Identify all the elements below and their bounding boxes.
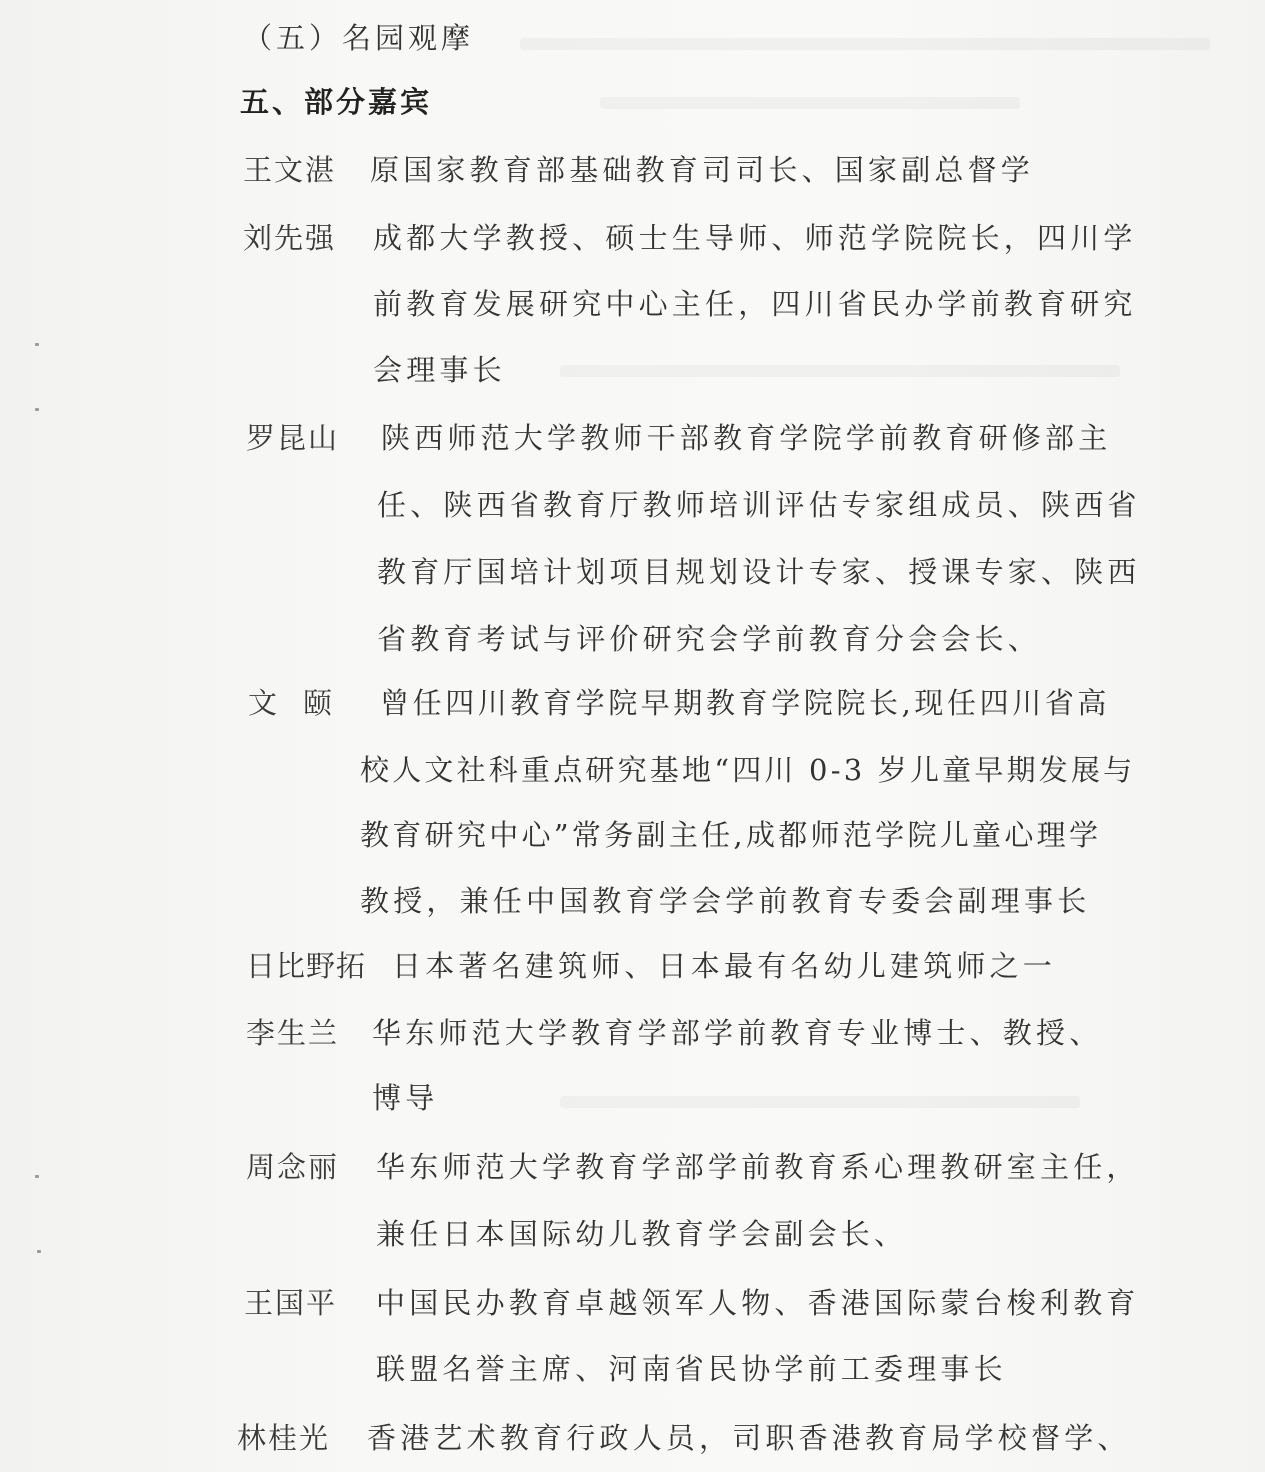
guest-name: 李生兰 [246,1016,340,1050]
guest-name: 文颐 [248,686,359,720]
guest-name: 周念丽 [246,1150,340,1184]
guest-name: 王文湛 [243,153,337,187]
guest-desc-line: 中国民办教育卓越领军人物、香港国际蒙台梭利教育 [376,1286,1140,1320]
scan-speck [35,408,39,411]
scan-speck [35,1175,39,1178]
guest-desc-line: 教授，兼任中国教育学会学前教育专委会副理事长 [360,884,1091,918]
subsection-heading: （五）名园观摩 [243,21,475,55]
guest-desc-line: 陕西师范大学教师干部教育学院学前教育研修部主 [381,421,1112,455]
bleed-through-mark [560,1096,1080,1108]
guest-name: 刘先强 [243,221,337,255]
guest-name: 王国平 [244,1286,338,1320]
bleed-through-mark [560,365,1120,377]
guest-desc-line: 博导 [372,1081,439,1115]
guest-desc-line: 联盟名誉主席、河南省民协学前工委理事长 [376,1352,1007,1386]
guest-desc-line: 教育厅国培计划项目规划设计专家、授课专家、陕西 [377,555,1141,589]
guest-desc-line: 曾任四川教育学院早期教育学院院长,现任四川省高 [380,686,1111,720]
section-title: 五、部分嘉宾 [240,85,433,119]
bleed-through-mark [520,38,1210,50]
guest-desc-line: 华东师范大学教育学部学前教育专业博士、教授、 [372,1016,1103,1050]
guest-desc-line: 省教育考试与评价研究会学前教育分会会长、 [377,622,1042,656]
guest-desc-line: 原国家教育部基础教育司司长、国家副总督学 [370,153,1035,187]
guest-name: 罗昆山 [246,421,340,455]
guest-desc-line: 校人文社科重点研究基地“四川 0-3 岁儿童早期发展与 [360,753,1136,787]
guest-desc-line: 教育研究中心”常务副主任,成都师范学院儿童心理学 [360,818,1102,852]
guest-desc-line: 兼任日本国际幼儿教育学会副会长、 [376,1217,908,1251]
guest-desc-line: 任、陕西省教育厅教师培训评估专家组成员、陕西省 [377,488,1141,522]
bleed-through-mark [600,97,1020,109]
guest-desc-line: 香港艺术教育行政人员，司职香港教育局学校督学、 [367,1421,1131,1455]
guest-desc-line: 华东师范大学教育学部学前教育系心理教研室主任， [376,1150,1140,1184]
guest-desc-line: 成都大学教授、硕士生导师、师范学院院长，四川学 [373,221,1137,255]
guest-desc-line: 会理事长 [373,353,506,387]
guest-desc-line: 日本著名建筑师、日本最有名幼儿建筑师之一 [392,949,1057,983]
guest-name: 日比野拓 [246,949,367,983]
scan-speck [35,343,39,346]
guest-desc-line: 前教育发展研究中心主任，四川省民办学前教育研究 [373,287,1137,321]
scan-speck [37,1250,41,1253]
guest-name: 林桂光 [237,1421,331,1455]
